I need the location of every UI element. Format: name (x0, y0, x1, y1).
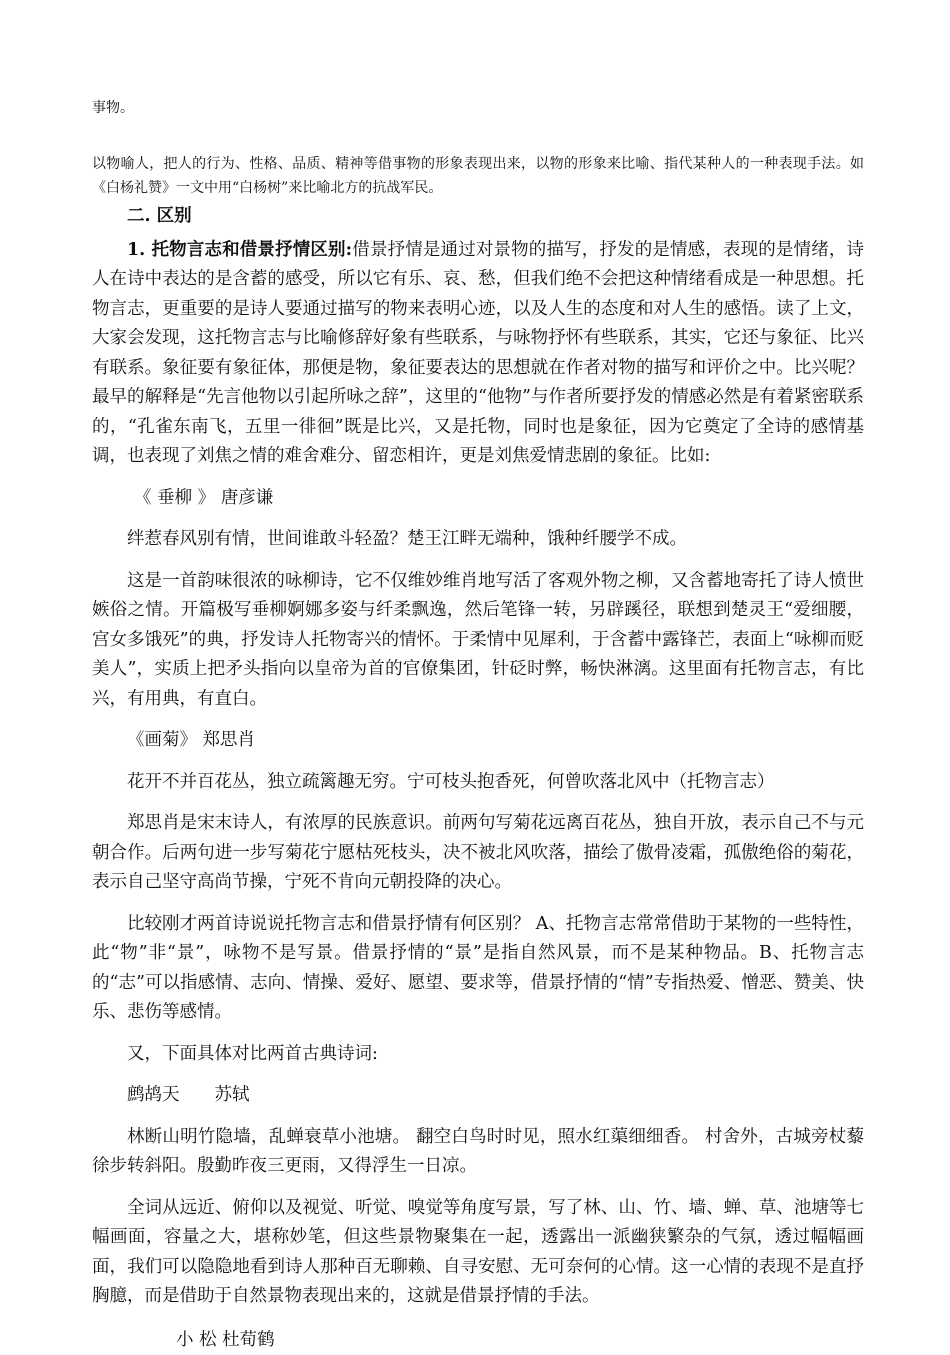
poem2-title: 《画菊》 郑思肖 (92, 726, 864, 756)
transition-line: 又，下面具体对比两首古典诗词: (92, 1040, 864, 1070)
poem1-title: 《 垂柳 》 唐彦谦 (92, 484, 864, 514)
intro-paragraph: 以物喻人，把人的行为、性格、品质、精神等借事物的形象表现出来，以物的形象来比喻、指代某种人的一种表现手法。如《白杨礼赞》一文中用“白杨树”来比喻北方的抗战军民。 (92, 152, 864, 200)
top-fragment: 事物。 (92, 96, 864, 120)
sub-heading-paragraph (92, 236, 864, 472)
poem3-text: 林断山明竹隐墙，乱蝉衰草小池塘。 翻空白鸟时时见，照水红蕖细细香。 村舍外，古城旁杖藜徐步转斜阳。殷勤昨夜三更雨，又得浮生一日凉。 (92, 1123, 864, 1182)
poem3-title: 鹧鸪天 苏轼 (92, 1081, 864, 1111)
poem3-analysis: 全词从远近、俯仰以及视觉、听觉、嗅觉等角度写景，写了林、山、竹、墙、蝉、草、池塘等七幅画面，容量之大，堪称妙笔，但这些景物聚集在一起，透露出一派幽狭繁杂的气氛，透过幅幅画面，我们可以隐隐地看到诗人那种百无聊赖、自寻安慰、无可奈何的心情。这一心情的表现不是直抒胸臆，而是借助于自然景物表现出来的，这就是借景抒情的手法。 (92, 1194, 864, 1312)
poem2-text: 花开不并百花丛，独立疏篱趣无穷。宁可枝头抱香死，何曾吹落北风中（托物言志） (92, 768, 864, 798)
section-heading: 二. 区别 (92, 202, 864, 232)
sub-heading: 1. 托物言志和借景抒情区别: (127, 240, 352, 260)
document-page (92, 96, 864, 1355)
poem2-analysis: 郑思肖是宋末诗人，有浓厚的民族意识。前两句写菊花远离百花丛，独自开放，表示自己不与元朝合作。后两句进一步写菊花宁愿枯死枝头，决不被北风吹落，描绘了傲骨凌霜，孤傲绝俗的菊花，表示自己坚守高尚节操，宁死不肯向元朝投降的决心。 (92, 809, 864, 898)
poem1-analysis: 这是一首韵味很浓的咏柳诗，它不仅维妙维肖地写活了客观外物之柳，又含蓄地寄托了诗人愤世嫉俗之情。开篇极写垂柳婀娜多姿与纤柔飘逸，然后笔锋一转，另辟蹊径，联想到楚灵王“爱细腰，宫女多饿死”的典，抒发诗人托物寄兴的情怀。于柔情中见犀利，于含蓄中露锋芒，表面上“咏柳而贬美人”，实质上把矛头指向以皇帝为首的官僚集团，针砭时弊，畅快淋漓。这里面有托物言志，有比兴，有用典，有直白。 (92, 567, 864, 715)
poem4-title: 小 松 杜荀鹤 (92, 1326, 864, 1355)
sub-heading-body: 借景抒情是通过对景物的描写，抒发的是情感，表现的是情绪，诗人在诗中表达的是含蓄的感受，所以它有乐、哀、愁，但我们绝不会把这种情绪看成是一种思想。托物言志，更重要的是诗人要通过描写的物来表明心迹，以及人生的态度和对人生的感悟。读了上文，大家会发现，这托物言志与比喻修辞好象有些联系，与咏物抒怀有些联系，其实，它还与象征、比兴有联系。象征要有象征体，那便是物，象征要表达的思想就在作者对物的描写和评价之中。比兴呢？最早的解释是“先言他物以引起所咏之辞”，这里的“他物”与作者所要抒发的情感必然是有着紧密联系的，“孔雀东南飞，五里一徘徊”既是比兴，又是托物，同时也是象征，因为它奠定了全诗的感情基调，也表现了刘焦之情的难舍难分、留恋相许，更是刘焦爱情悲剧的象征。比如: (92, 240, 864, 467)
poem1-text: 绊惹春风别有情，世间谁敢斗轻盈？楚王江畔无端种，饿种纤腰学不成。 (92, 525, 864, 555)
comparison-paragraph: 比较刚才两首诗说说托物言志和借景抒情有何区别？ A、托物言志常常借助于某物的一些特性，此“物”非“景”，咏物不是写景。借景抒情的“景”是指自然风景，而不是某种物品。B、托物言志的“志”可以指感情、志向、情操、爱好、愿望、要求等，借景抒情的“情”专指热爱、憎恶、赞美、快乐、悲伤等感情。 (92, 910, 864, 1028)
